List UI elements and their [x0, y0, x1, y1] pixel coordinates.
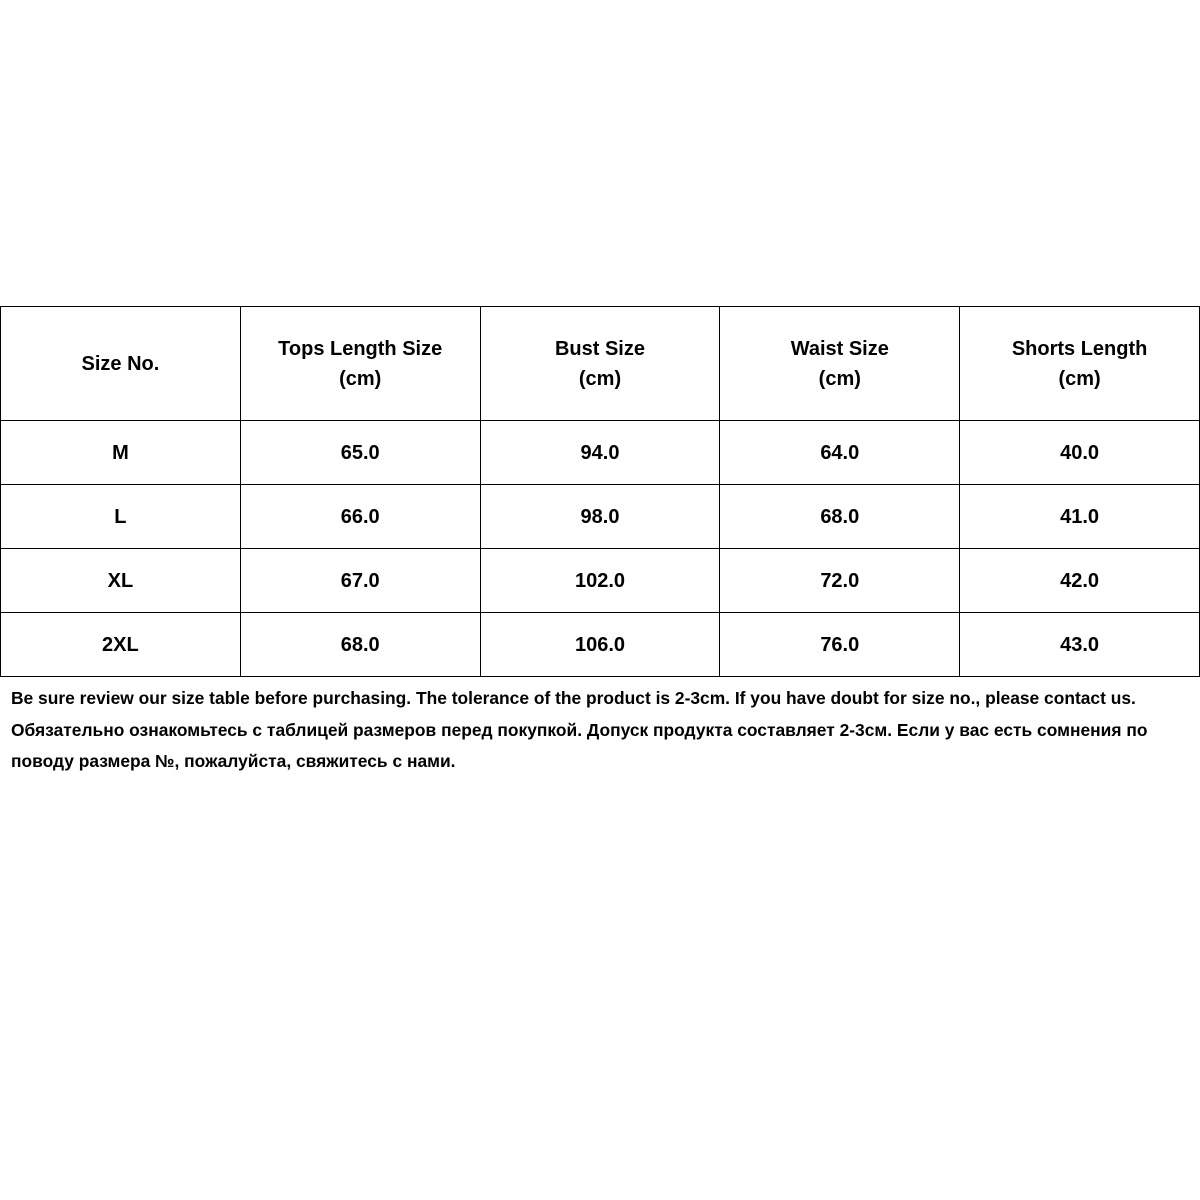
note-english: Be sure review our size table before purchasing. The tolerance of the product is 2-3cm. If you have doubt for size no., please contact us.: [11, 688, 1136, 708]
header-label: Bust Size: [554, 337, 645, 360]
table-header-row: [1, 307, 1200, 421]
cell-size: 2XL: [1, 613, 241, 677]
size-table: [0, 306, 1200, 677]
header-bust-size: [480, 307, 720, 421]
header-label: Tops Length Size: [278, 337, 443, 360]
cell-tops-length: 65.0: [240, 421, 480, 485]
header-label: Shorts Length: [1011, 337, 1148, 360]
header-unit: (cm): [578, 367, 622, 390]
header-tops-length: [240, 307, 480, 421]
header-unit: (cm): [1058, 367, 1101, 390]
header-waist-size: [720, 307, 960, 421]
note-russian: Обязательно ознакомьтесь с таблицей размеров перед покупкой. Допуск продукта составляет 2-3см. Если у вас есть сомнения по поводу размера №, пожалуйста, свяжитесь с нами.: [11, 719, 1148, 772]
cell-shorts-length: 41.0: [960, 485, 1200, 549]
cell-tops-length: 68.0: [240, 613, 480, 677]
cell-waist: 64.0: [720, 421, 960, 485]
cell-bust: 106.0: [480, 613, 720, 677]
cell-tops-length: 67.0: [240, 549, 480, 613]
cell-shorts-length: 43.0: [960, 613, 1200, 677]
cell-size: L: [1, 485, 241, 549]
table-row: [1, 421, 1200, 485]
header-unit: (cm): [339, 367, 382, 390]
cell-tops-length: 66.0: [240, 485, 480, 549]
size-chart: [0, 306, 1200, 677]
size-notes: [11, 683, 1196, 778]
cell-size: M: [1, 421, 241, 485]
cell-bust: 102.0: [480, 549, 720, 613]
header-label: Waist Size: [790, 337, 889, 360]
table-row: [1, 613, 1200, 677]
header-unit: (cm): [818, 367, 861, 390]
header-shorts-length: [960, 307, 1200, 421]
cell-bust: 98.0: [480, 485, 720, 549]
cell-waist: 72.0: [720, 549, 960, 613]
table-row: [1, 485, 1200, 549]
cell-bust: 94.0: [480, 421, 720, 485]
cell-waist: 76.0: [720, 613, 960, 677]
table-row: [1, 549, 1200, 613]
header-size-no: [1, 307, 241, 421]
cell-shorts-length: 42.0: [960, 549, 1200, 613]
header-label: Size No.: [81, 352, 160, 375]
cell-shorts-length: 40.0: [960, 421, 1200, 485]
cell-waist: 68.0: [720, 485, 960, 549]
cell-size: XL: [1, 549, 241, 613]
